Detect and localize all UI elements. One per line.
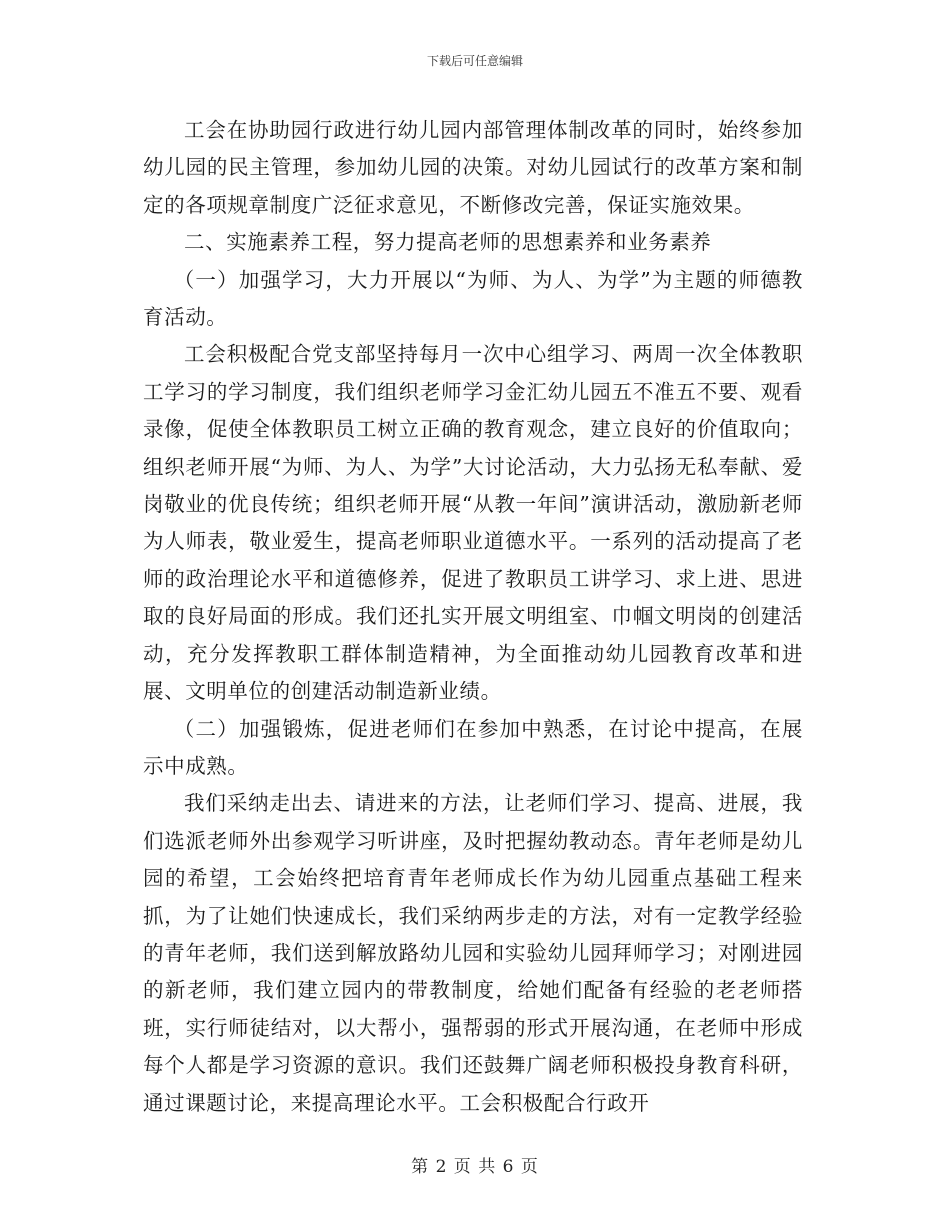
subsection-heading-study: （一）加强学习，大力开展以“为师、为人、为学”为主题的师德教育活动。 <box>143 267 803 330</box>
paragraph-training-methods: 我们采纳走出去、请进来的方法，让老师们学习、提高、进展，我们选派老师外出参观学习听讲座，及时把握幼教动态。青年老师是幼儿园的希望，工会始终把培育青年老师成长作为幼儿园重点基础工程来抓，为了让她们快速成长，我们采纳两步走的方法，对有一定教学经验的青年老师，我们送到解放路幼儿园和实验幼儿园拜师学习；对刚进园的新老师，我们建立园内的带教制度，给她们配备有经验的老老师搭班，实行师徒结对，以大帮小，强帮弱的形式开展沟通，在老师中形成每个人都是学习资源的意识。我们还鼓舞广阔老师积极投身教育科研，通过课题讨论，来提高理论水平。工会积极配合行政开 <box>143 791 803 1115</box>
header-note: 下载后可任意编辑 <box>426 54 523 68</box>
paragraph-study-activities: 工会积极配合党支部坚持每月一次中心组学习、两周一次全体教职工学习的学习制度，我们组织老师学习金汇幼儿园五不准五不要、观看录像，促使全体教职员工树立正确的教育观念，建立良好的价值取向；组织老师开展“为师、为人、为学”大讨论活动，大力弘扬无私奉献、爱岗敬业的优良传统；组织老师开展“从教一年间”演讲活动，激励新老师为人师表，敬业爱生，提高老师职业道德水平。一系列的活动提高了老师的政治理论水平和道德修养，促进了教职员工讲学习、求上进、思进取的良好局面的形成。我们还扎实开展文明组室、巾帼文明岗的创建活动，充分发挥教职工群体制造精神，为全面推动幼儿园教育改革和进展、文明单位的创建活动制造新业绩。 <box>143 342 803 704</box>
page-number: 第 2 页 共 6 页 <box>411 1157 539 1177</box>
paragraph-union-participation: 工会在协助园行政进行幼儿园内部管理体制改革的同时，始终参加幼儿园的民主管理，参加幼儿园的决策。对幼儿园试行的改革方案和制定的各项规章制度广泛征求意见，不断修改完善，保证实施效果。 <box>143 118 803 217</box>
subsection-heading-training: （二）加强锻炼，促进老师们在参加中熟悉，在讨论中提高，在展示中成熟。 <box>143 716 803 778</box>
document-body <box>143 112 803 1122</box>
section-heading-quality-project: 二、实施素养工程，努力提高老师的思想素养和业务素养 <box>184 230 712 255</box>
